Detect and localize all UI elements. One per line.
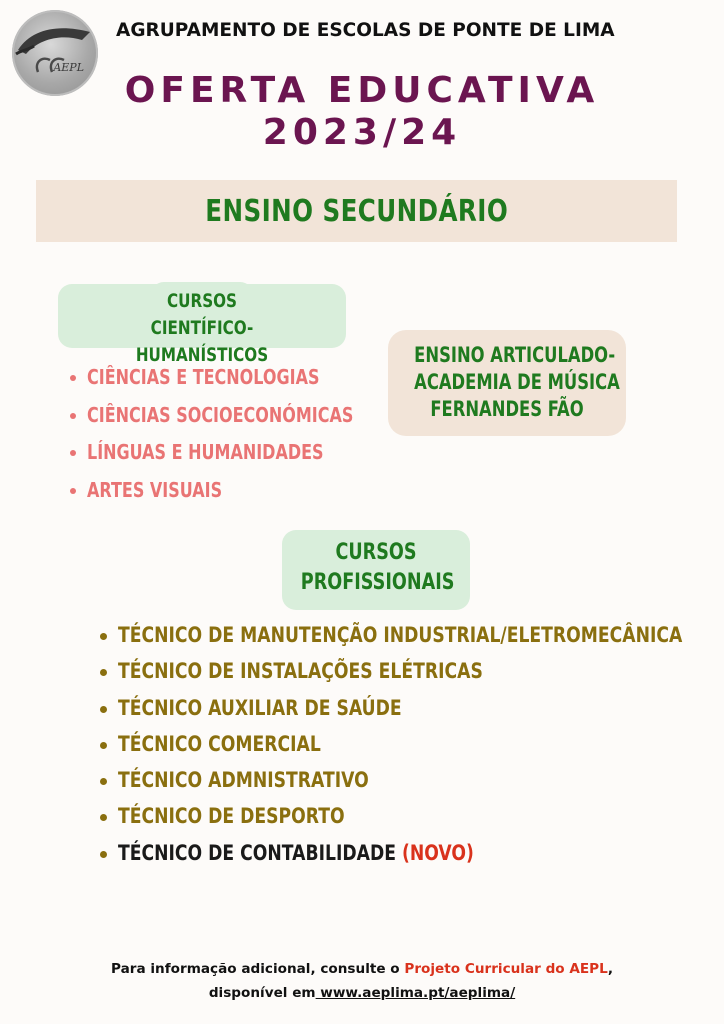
bullet-icon xyxy=(100,706,107,713)
list-item: TÉCNICO DE INSTALAÇÕES ELÉTRICAS xyxy=(100,658,724,694)
articulado-line1: ENSINO ARTICULADO- xyxy=(414,343,616,367)
profissionais-heading-line1: CURSOS xyxy=(335,540,417,565)
page-title: OFERTA EDUCATIVA xyxy=(124,70,600,111)
logo-text: AEPL xyxy=(53,61,84,74)
list-item: LÍNGUAS E HUMANIDADES xyxy=(70,439,420,477)
cientifico-heading-line2: CIENTÍFICO-HUMANÍSTICOS xyxy=(135,317,269,366)
website-link[interactable]: www.aeplima.pt/aeplima/ xyxy=(315,985,516,1001)
footer-text: Para informação adicional, consulte o xyxy=(111,961,405,977)
course-name: TÉCNICO DE CONTABILIDADE xyxy=(118,840,396,866)
profissionais-heading-line2: PROFISSIONAIS xyxy=(300,570,455,595)
list-item: CIÊNCIAS SOCIOECONÓMICAS xyxy=(70,402,420,440)
new-badge: (NOVO) xyxy=(401,840,474,866)
articulado-line3: FERNANDES FÃO xyxy=(430,397,584,421)
list-item: ARTES VISUAIS xyxy=(70,477,420,515)
footer-text: disponível em xyxy=(208,985,316,1001)
footer-comma: , xyxy=(607,961,613,977)
list-item: CIÊNCIAS E TECNOLOGIAS xyxy=(70,364,420,402)
list-item: TÉCNICO DE MANUTENÇÃO INDUSTRIAL/ELETROMECÂNICA xyxy=(100,622,724,658)
articulado-line2: ACADEMIA DE MÚSICA xyxy=(414,370,620,394)
footer-line2 xyxy=(0,985,724,1001)
bullet-icon xyxy=(70,375,76,381)
cientifico-list xyxy=(70,364,420,514)
bullet-icon xyxy=(100,669,107,676)
bullet-icon xyxy=(70,413,76,419)
cientifico-heading xyxy=(58,284,346,366)
section-banner xyxy=(36,180,677,242)
cientifico-heading-line1: CURSOS xyxy=(166,290,238,312)
bullet-icon xyxy=(100,851,107,858)
school-name: AGRUPAMENTO DE ESCOLAS DE PONTE DE LIMA xyxy=(116,20,615,41)
section-banner-label: ENSINO SECUNDÁRIO xyxy=(205,193,508,229)
list-item: TÉCNICO AUXILIAR DE SAÚDE xyxy=(100,695,724,731)
bullet-icon xyxy=(100,778,107,785)
bullet-icon xyxy=(100,633,107,640)
projeto-curricular-link[interactable]: Projeto Curricular do AEPL xyxy=(404,961,608,977)
list-item xyxy=(100,840,724,876)
bullet-icon xyxy=(100,814,107,821)
bullet-icon xyxy=(100,742,107,749)
school-year: 2023/24 xyxy=(262,112,462,153)
list-item: TÉCNICO ADMNISTRATIVO xyxy=(100,767,724,803)
bullet-icon xyxy=(70,450,76,456)
list-item: TÉCNICO COMERCIAL xyxy=(100,731,724,767)
profissionais-heading xyxy=(282,530,470,610)
profissionais-list xyxy=(100,622,724,876)
list-item: TÉCNICO DE DESPORTO xyxy=(100,803,724,839)
bullet-icon xyxy=(70,488,76,494)
footer-line1 xyxy=(0,961,724,977)
ensino-articulado-box xyxy=(388,330,626,436)
